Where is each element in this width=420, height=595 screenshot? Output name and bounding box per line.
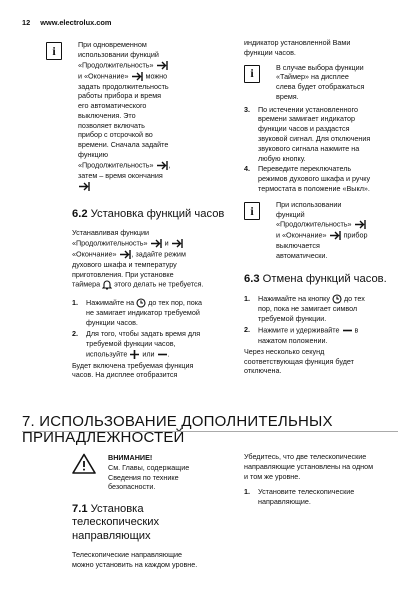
duration-icon [156, 60, 169, 71]
site-url: www.electrolux.com [40, 18, 112, 27]
note2-text: В случае выбора функции «Таймер» на дисплее слева будет отображаться время. [276, 62, 365, 101]
duration-icon [150, 238, 163, 249]
section-6-2-heading: 6.2 Установка функций часов [72, 208, 225, 220]
steps-list-4 [244, 487, 408, 507]
steps-list-3 [244, 294, 404, 345]
section-6-3-heading: 6.3 Отмена функций часов. [244, 272, 387, 285]
right-column-lower: Убедитесь, что две телескопические направляющие установлены на одном и том же уровне. 1. Установите телескопические направляющие. [244, 452, 408, 508]
section-6-2-text: Устанавливая функции «Продолжительность» и «Окончание» , задайте режим духового шкафа и температуру приготовления. При установке таймера этого делать не требуется. 1. Нажимайте на до тех пор, пока не замигает индикатор требуемой функции часов. 2. Для того, чтобы задать время для требуемой функции часов, используйте или . Будет включена требуемая функция часов. На дисплее отобразится [72, 228, 232, 380]
section-7-1-text: Телескопические направляющие можно установить на каждом уровне. [72, 550, 198, 569]
note3-text: При использовании функций «Продолжительность» и «Окончание» прибор выключается автоматически. [276, 199, 368, 261]
clock-icon [332, 294, 342, 304]
clock-icon [136, 298, 146, 308]
plus-icon [129, 349, 140, 360]
steps-list-2 [244, 105, 404, 194]
section-divider [22, 431, 398, 432]
warning-title: ВНИМАНИЕ! [108, 453, 153, 462]
warning-block: ВНИМАНИЕ! См. Главы, содержащие Сведения по технике безопасности. [80, 453, 230, 492]
info-icon: i [244, 65, 260, 83]
list-item: 2. Для того, чтобы задать время для требуемой функции часов, используйте или . [72, 329, 201, 358]
minus-icon [342, 325, 353, 336]
info-icon: i [244, 202, 260, 220]
section-7-1-heading: 7.1 Установка телескопических направляющих [72, 503, 160, 542]
note1-text: При одновременном использовании функций «Продолжительность» и «Окончание» можно задать продолжительность работы прибора и время его автоматического выключения. Это позволяет включать прибор с отсрочкой во времени. Сначала задайте функцию «Продолжительность» , затем – время окончания [78, 40, 218, 192]
page-number: 12 [22, 18, 31, 27]
end-time-icon [171, 238, 184, 249]
info-icon: i [46, 42, 62, 60]
bell-icon [102, 279, 112, 290]
list-item: 3. По истечении установленного времени замигает индикатор функции часов и раздастся звуковой сигнал. Для отключения звукового сигнала нажмите на любую кнопку. [244, 104, 371, 163]
end-time-icon [131, 71, 144, 82]
list-item: 1. Нажимайте на до тех пор, пока не замигает индикатор требуемой функции часов. [72, 298, 203, 328]
list-item: 1. Нажимайте на кнопку до тех пор, пока не замигает символ требуемой функции. [244, 294, 365, 324]
list-item: 2. Нажмите и удерживайте в нажатом положении. [244, 324, 359, 345]
right-column: индикатор установленной Вами функции часов. i В случае выбора функции «Таймер» на дисплее слева будет отображаться время. 3. По истечении установленного времени замигает индикатор функции часов и раздастся звуковой сигнал. Для отключения звукового сигнала нажмите на любую кнопку. 4. Переведите переключатель режимов духового шкафа и ручку термостата в положение «Выкл». i При использовании функций «Продолжительность» и «Окончание» прибор выключается автоматически. 6.3 Отмена функций часов. 1. Нажимайте на кнопку до тех пор, пока не замигает символ требуемой функции. 2. Нажмите и удерживайте в нажатом положении. Через несколько секунд соответствующая функция будет отключена. [244, 38, 404, 376]
end-time-icon [119, 249, 132, 260]
note-block-1 [52, 40, 218, 192]
list-item: 4. Переведите переключатель режимов духового шкафа и ручку термостата в положение «Выкл». [244, 164, 371, 193]
duration-icon [156, 160, 169, 171]
warning-icon [72, 453, 96, 474]
section-7-heading: 7. ИСПОЛЬЗОВАНИЕ ДОПОЛНИТЕЛЬНЫХ ПРИНАДЛЕЖНОСТЕЙ [22, 413, 333, 446]
page-header [22, 18, 112, 28]
end-time-icon [78, 181, 91, 192]
steps-list-1 [72, 298, 232, 359]
duration-icon [354, 219, 367, 230]
end-time-icon [329, 230, 342, 241]
minus-icon [157, 349, 168, 360]
list-item: 1. Установите телескопические направляющие. [244, 487, 355, 507]
